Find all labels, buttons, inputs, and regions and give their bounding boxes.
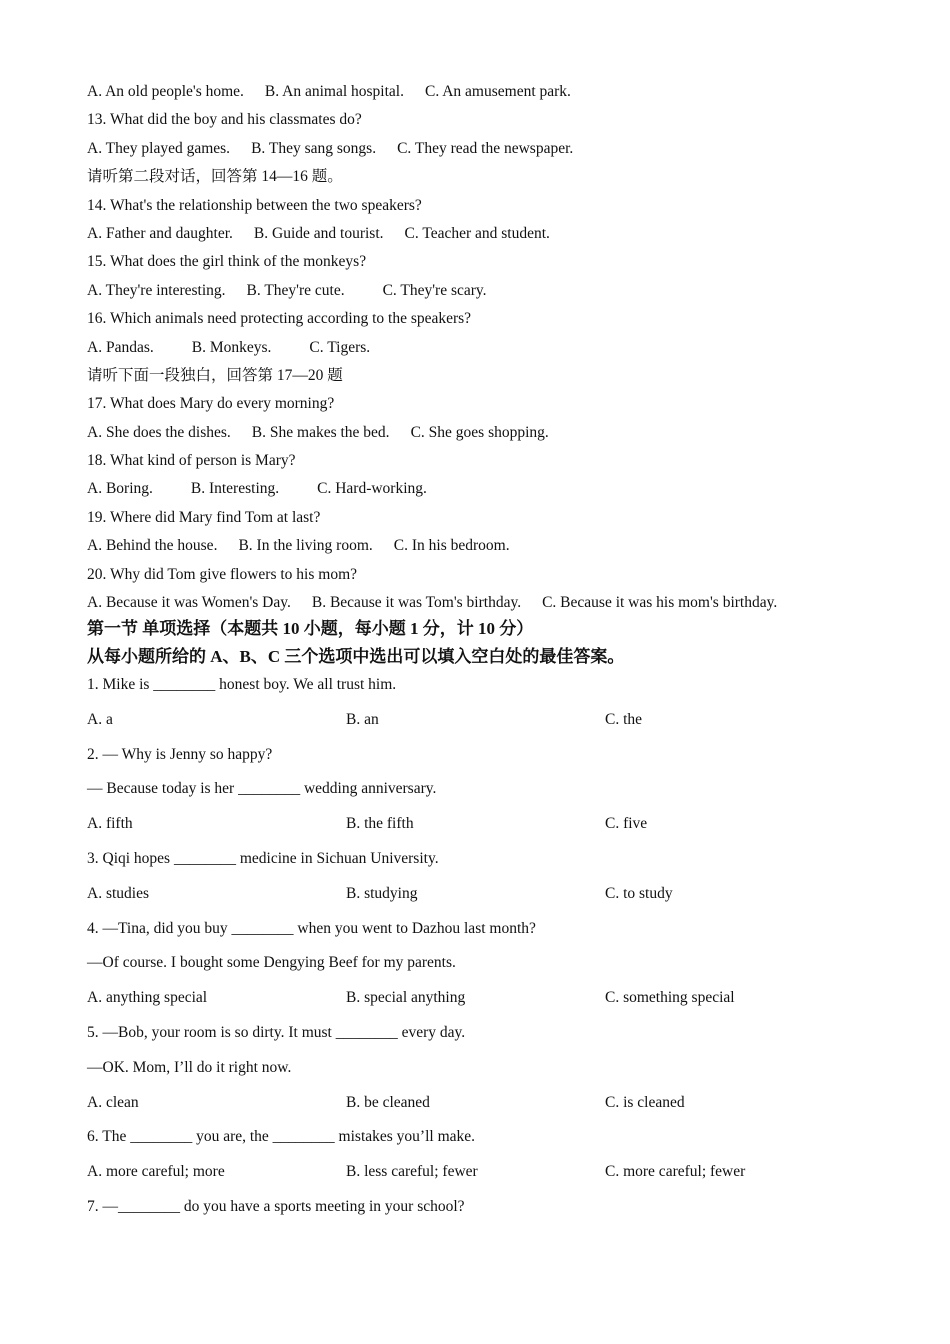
option-a: A. Because it was Women's Day.: [87, 594, 291, 612]
question-text: 7. —________ do you have a sports meeting in your school?: [87, 1197, 465, 1215]
option-a: A. Behind the house.: [87, 537, 218, 555]
option-a: A. Father and daughter.: [87, 224, 233, 242]
option-c: C. An amusement park.: [424, 83, 571, 100]
section-instruction: 从每小题所给的 A、B、C 三个选项中选出可以填入空白处的最佳答案。: [87, 647, 625, 667]
question-text: 15. What does the girl think of the monkeys?: [87, 253, 367, 271]
question-text: 16. Which animals need protecting according to the speakers?: [87, 310, 472, 328]
option-b: B. an: [346, 710, 379, 728]
question-text: 13. What did the boy and his classmates do?: [87, 111, 362, 129]
option-b: B. be cleaned: [346, 1093, 430, 1111]
option-a: A. They played games.: [87, 139, 231, 157]
option-a: A. They're interesting.: [87, 281, 226, 299]
question-text: —Of course. I bought some Dengying Beef for my parents.: [87, 954, 456, 972]
answer-options: [87, 1162, 867, 1182]
option-b: B. Guide and tourist.: [253, 224, 384, 242]
answer-options: [87, 884, 867, 904]
option-c: C. Hard-working.: [317, 480, 427, 498]
answer-options: [87, 479, 867, 499]
answer-options: [87, 1093, 867, 1113]
option-a: A. Pandas.: [87, 338, 154, 356]
question-text: — Because today is her ________ wedding anniversary.: [87, 780, 437, 798]
option-c: C. They read the newspaper.: [397, 139, 574, 157]
option-a: A. An old people's home.: [87, 83, 244, 100]
option-c: C. something special: [605, 989, 735, 1007]
answer-options: [87, 988, 867, 1008]
answer-options: [87, 536, 867, 556]
option-a: A. Boring.: [87, 480, 153, 498]
option-b: B. the fifth: [346, 815, 414, 833]
option-b: B. Because it was Tom's birthday.: [311, 594, 522, 612]
option-a: A. fifth: [87, 815, 133, 833]
question-text: 14. What's the relationship between the two speakers?: [87, 196, 422, 214]
option-b: B. They sang songs.: [251, 139, 377, 157]
option-b: B. studying: [346, 884, 418, 902]
option-c: C. Tigers.: [309, 338, 371, 356]
option-c: C. Because it was his mom's birthday.: [542, 594, 778, 612]
option-c: C. more careful; fewer: [605, 1163, 746, 1181]
grammar-section: [87, 675, 867, 1217]
option-b: B. less careful; fewer: [346, 1163, 478, 1181]
option-a: A. studies: [87, 884, 149, 902]
question-text: 19. Where did Mary find Tom at last?: [87, 508, 321, 526]
option-a: A. a: [87, 710, 113, 728]
answer-options: [87, 814, 867, 834]
option-c: C. In his bedroom.: [393, 537, 510, 555]
option-b: B. In the living room.: [238, 537, 373, 555]
question-text: 3. Qiqi hopes ________ medicine in Sichuan University.: [87, 850, 439, 868]
question-text: 20. Why did Tom give flowers to his mom?: [87, 565, 358, 583]
question-text: 18. What kind of person is Mary?: [87, 452, 296, 470]
question-text: 6. The ________ you are, the ________ mistakes you’ll make.: [87, 1128, 476, 1146]
option-b: B. Monkeys.: [191, 338, 272, 356]
answer-options: [87, 139, 867, 159]
section-note: 请听第二段对话，回答第 14—16 题。: [87, 168, 343, 186]
section-title: 第一节 单项选择（本题共 10 小题，每小题 1 分，计 10 分）: [87, 619, 534, 639]
option-c: C. They're scary.: [382, 281, 487, 299]
option-b: B. She makes the bed.: [251, 423, 390, 441]
option-c: C. She goes shopping.: [410, 423, 549, 441]
option-c: C. to study: [605, 884, 673, 902]
option-c: C. the: [605, 710, 643, 728]
answer-options: [87, 710, 867, 730]
option-b: B. Interesting.: [190, 480, 280, 498]
question-text: 4. —Tina, did you buy ________ when you went to Dazhou last month?: [87, 919, 536, 937]
section-note: 请听下面一段独白，回答第 17—20 题: [87, 366, 343, 384]
option-c: C. is cleaned: [605, 1093, 685, 1111]
option-b: B. They're cute.: [246, 281, 345, 299]
question-text: 17. What does Mary do every morning?: [87, 395, 335, 413]
answer-options: [87, 82, 867, 102]
answer-options: [87, 593, 867, 613]
answer-options: [87, 423, 867, 443]
answer-options: [87, 281, 867, 301]
option-a: A. more careful; more: [87, 1163, 225, 1181]
option-a: A. clean: [87, 1093, 139, 1111]
option-c: C. Teacher and student.: [404, 224, 550, 242]
option-b: B. special anything: [346, 989, 466, 1007]
option-c: C. five: [605, 815, 648, 833]
exam-page: [87, 78, 867, 1217]
question-text: 5. —Bob, your room is so dirty. It must ________ every day.: [87, 1024, 466, 1041]
listening-section: [87, 82, 867, 613]
question-text: 1. Mike is ________ honest boy. We all trust him.: [87, 676, 397, 694]
question-text: —OK. Mom, I’ll do it right now.: [87, 1058, 292, 1076]
answer-options: [87, 224, 867, 244]
question-text: 2. — Why is Jenny so happy?: [87, 745, 273, 763]
option-b: B. An animal hospital.: [264, 83, 404, 100]
option-a: A. She does the dishes.: [87, 423, 231, 441]
answer-options: [87, 338, 867, 358]
option-a: A. anything special: [87, 989, 208, 1007]
